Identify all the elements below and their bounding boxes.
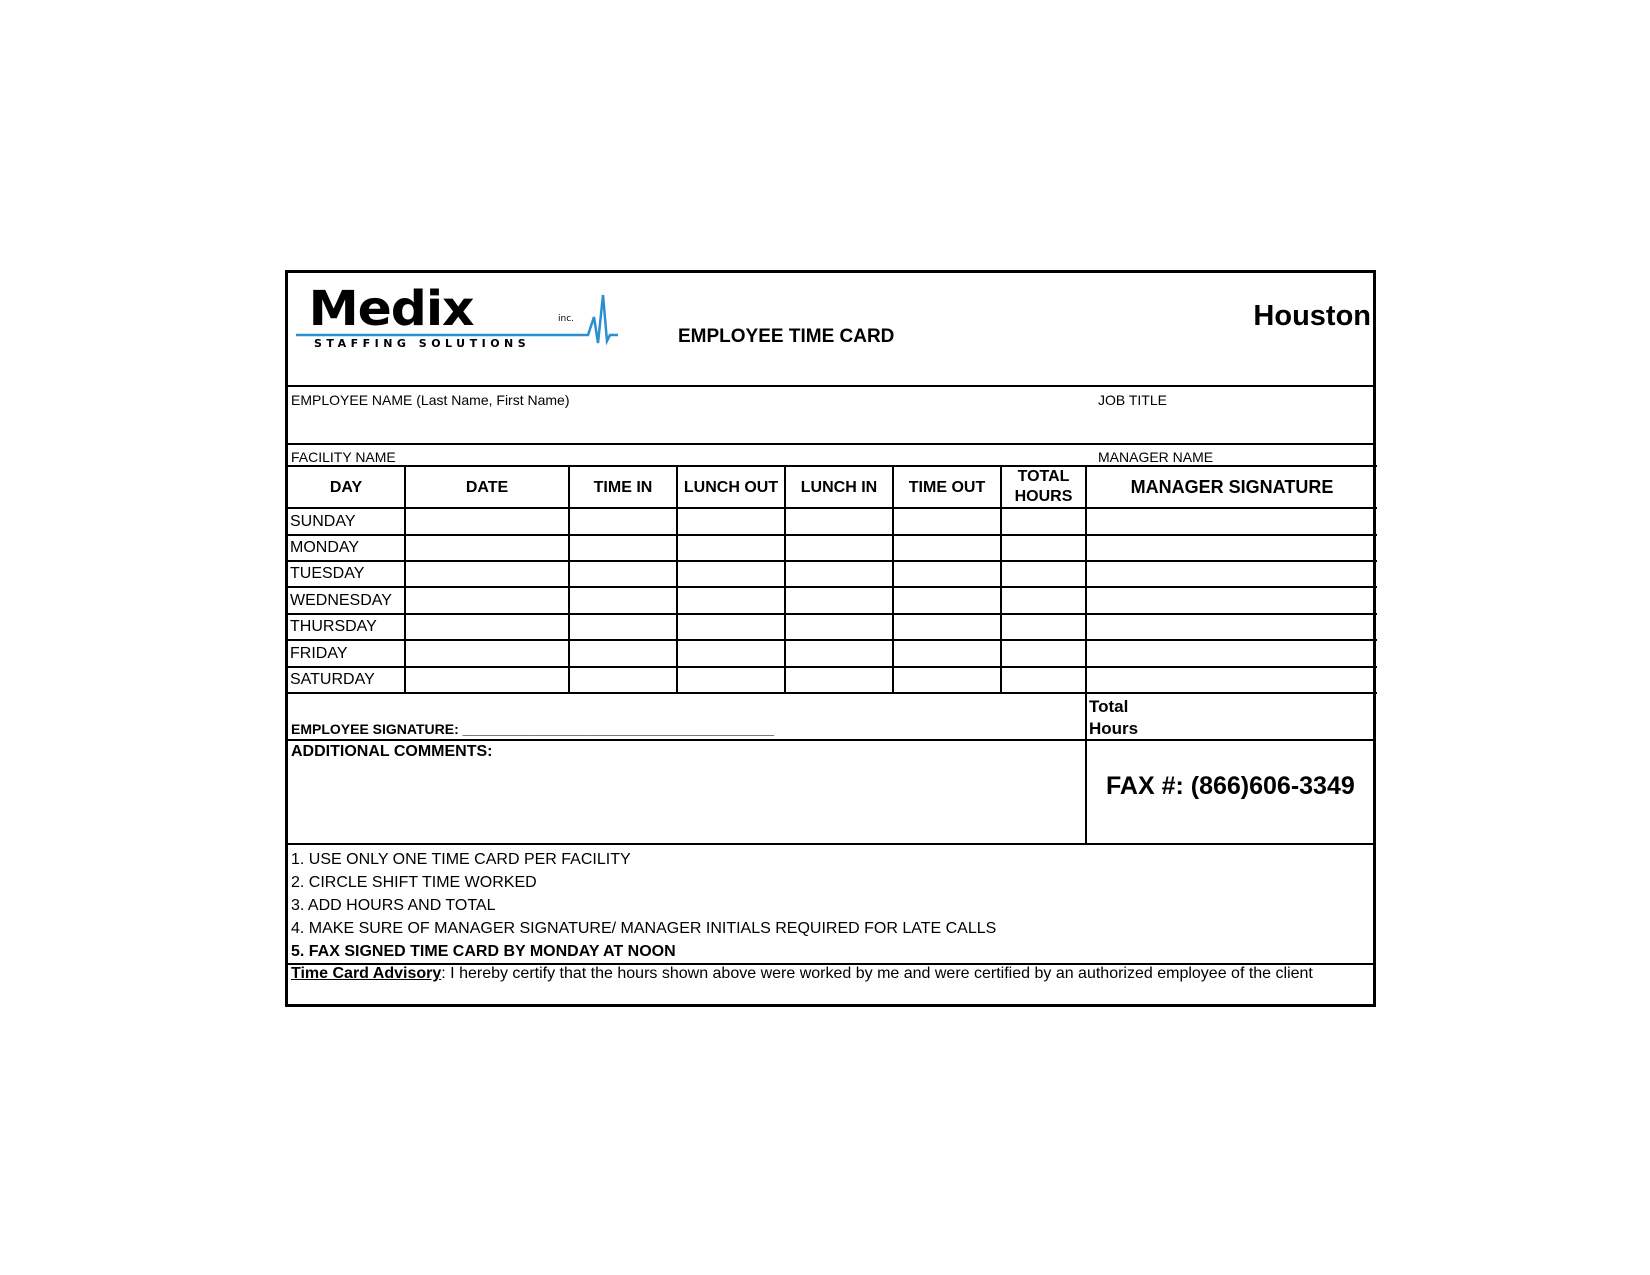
column-header-total-hours: TOTAL HOURS bbox=[1001, 466, 1086, 508]
hours-table bbox=[288, 465, 1377, 694]
total-hours-label-line2: Hours bbox=[1089, 719, 1139, 738]
time-in-cell[interactable] bbox=[569, 667, 677, 693]
advisory-label: Time Card Advisory bbox=[291, 965, 442, 982]
column-header-time-in: TIME IN bbox=[569, 466, 677, 508]
fax-number: FAX #: (866)606-3349 bbox=[1106, 772, 1355, 800]
total-hours-cell[interactable] bbox=[1001, 640, 1086, 667]
time-out-cell[interactable] bbox=[893, 640, 1001, 667]
lunch-in-cell[interactable] bbox=[785, 667, 893, 693]
time-out-cell[interactable] bbox=[893, 614, 1001, 640]
lunch-in-cell[interactable] bbox=[785, 587, 893, 614]
manager-signature-cell[interactable] bbox=[1086, 614, 1377, 640]
table-header-row bbox=[288, 466, 1377, 508]
column-header-lunch-in: LUNCH IN bbox=[785, 466, 893, 508]
instruction-item: 4. MAKE SURE OF MANAGER SIGNATURE/ MANAGER INITIALS REQUIRED FOR LATE CALLS bbox=[291, 920, 997, 937]
instruction-item: 1. USE ONLY ONE TIME CARD PER FACILITY bbox=[291, 851, 631, 868]
instruction-item: 5. FAX SIGNED TIME CARD BY MONDAY AT NOON bbox=[291, 943, 676, 960]
lunch-in-cell[interactable] bbox=[785, 508, 893, 535]
divider bbox=[288, 739, 1373, 741]
lunch-out-cell[interactable] bbox=[677, 587, 785, 614]
day-cell: TUESDAY bbox=[288, 561, 405, 587]
time-in-cell[interactable] bbox=[569, 587, 677, 614]
time-card-form bbox=[285, 270, 1376, 1007]
time-in-cell[interactable] bbox=[569, 535, 677, 561]
total-hours-label bbox=[1089, 696, 1138, 740]
time-in-cell[interactable] bbox=[569, 561, 677, 587]
manager-name-label: MANAGER NAME bbox=[1098, 449, 1214, 465]
lunch-out-cell[interactable] bbox=[677, 667, 785, 693]
logo-brand: Medix bbox=[308, 283, 474, 337]
total-hours-cell[interactable] bbox=[1001, 535, 1086, 561]
employee-signature-field[interactable]: EMPLOYEE SIGNATURE: ________________________________________ bbox=[291, 721, 775, 737]
divider bbox=[288, 385, 1373, 387]
lunch-out-cell[interactable] bbox=[677, 561, 785, 587]
additional-comments-label: ADDITIONAL COMMENTS: bbox=[291, 743, 493, 760]
divider bbox=[288, 443, 1373, 445]
table-row bbox=[288, 667, 1377, 693]
table-row bbox=[288, 535, 1377, 561]
job-title-label: JOB TITLE bbox=[1098, 392, 1167, 408]
total-hours-cell[interactable] bbox=[1001, 614, 1086, 640]
time-in-cell[interactable] bbox=[569, 640, 677, 667]
total-hours-cell[interactable] bbox=[1001, 667, 1086, 693]
lunch-in-cell[interactable] bbox=[785, 535, 893, 561]
table-row bbox=[288, 561, 1377, 587]
manager-signature-cell[interactable] bbox=[1086, 561, 1377, 587]
column-header-time-out: TIME OUT bbox=[893, 466, 1001, 508]
city-label: Houston bbox=[1253, 300, 1371, 332]
day-cell: WEDNESDAY bbox=[288, 587, 405, 614]
lunch-out-cell[interactable] bbox=[677, 640, 785, 667]
total-hours-cell[interactable] bbox=[1001, 587, 1086, 614]
time-card-advisory bbox=[291, 965, 1313, 983]
instruction-item: 2. CIRCLE SHIFT TIME WORKED bbox=[291, 874, 537, 891]
day-cell: SATURDAY bbox=[288, 667, 405, 693]
date-cell[interactable] bbox=[405, 508, 569, 535]
manager-signature-cell[interactable] bbox=[1086, 535, 1377, 561]
day-cell: THURSDAY bbox=[288, 614, 405, 640]
time-in-cell[interactable] bbox=[569, 508, 677, 535]
date-cell[interactable] bbox=[405, 561, 569, 587]
lunch-in-cell[interactable] bbox=[785, 561, 893, 587]
manager-signature-cell[interactable] bbox=[1086, 667, 1377, 693]
column-header-date: DATE bbox=[405, 466, 569, 508]
date-cell[interactable] bbox=[405, 614, 569, 640]
date-cell[interactable] bbox=[405, 640, 569, 667]
time-out-cell[interactable] bbox=[893, 508, 1001, 535]
time-out-cell[interactable] bbox=[893, 535, 1001, 561]
day-cell: MONDAY bbox=[288, 535, 405, 561]
lunch-out-cell[interactable] bbox=[677, 535, 785, 561]
column-header-manager-signature: MANAGER SIGNATURE bbox=[1086, 466, 1377, 508]
total-hours-cell[interactable] bbox=[1001, 508, 1086, 535]
day-cell: FRIDAY bbox=[288, 640, 405, 667]
page-title: EMPLOYEE TIME CARD bbox=[678, 326, 895, 347]
table-row bbox=[288, 508, 1377, 535]
instruction-item: 3. ADD HOURS AND TOTAL bbox=[291, 897, 496, 914]
time-out-cell[interactable] bbox=[893, 667, 1001, 693]
total-hours-cell[interactable] bbox=[1001, 561, 1086, 587]
medix-logo bbox=[296, 283, 636, 353]
logo-inc: inc. bbox=[558, 314, 575, 324]
lunch-out-cell[interactable] bbox=[677, 614, 785, 640]
divider bbox=[1085, 693, 1087, 845]
divider bbox=[288, 843, 1373, 845]
column-header-lunch-out: LUNCH OUT bbox=[677, 466, 785, 508]
total-hours-label-line1: Total bbox=[1089, 697, 1129, 716]
facility-name-label: FACILITY NAME bbox=[291, 449, 396, 465]
logo-tagline: STAFFING SOLUTIONS bbox=[314, 337, 531, 350]
lunch-in-cell[interactable] bbox=[785, 614, 893, 640]
day-cell: SUNDAY bbox=[288, 508, 405, 535]
time-in-cell[interactable] bbox=[569, 614, 677, 640]
date-cell[interactable] bbox=[405, 587, 569, 614]
time-out-cell[interactable] bbox=[893, 561, 1001, 587]
time-out-cell[interactable] bbox=[893, 587, 1001, 614]
manager-signature-cell[interactable] bbox=[1086, 508, 1377, 535]
date-cell[interactable] bbox=[405, 667, 569, 693]
advisory-text: : I hereby certify that the hours shown above were worked by me and were certified by an authorized employee of the client bbox=[441, 965, 1313, 982]
date-cell[interactable] bbox=[405, 535, 569, 561]
table-row bbox=[288, 640, 1377, 667]
table-row bbox=[288, 614, 1377, 640]
employee-name-label: EMPLOYEE NAME (Last Name, First Name) bbox=[291, 392, 570, 408]
manager-signature-cell[interactable] bbox=[1086, 640, 1377, 667]
lunch-in-cell[interactable] bbox=[785, 640, 893, 667]
manager-signature-cell[interactable] bbox=[1086, 587, 1377, 614]
lunch-out-cell[interactable] bbox=[677, 508, 785, 535]
table-row bbox=[288, 587, 1377, 614]
column-header-day: DAY bbox=[288, 466, 405, 508]
